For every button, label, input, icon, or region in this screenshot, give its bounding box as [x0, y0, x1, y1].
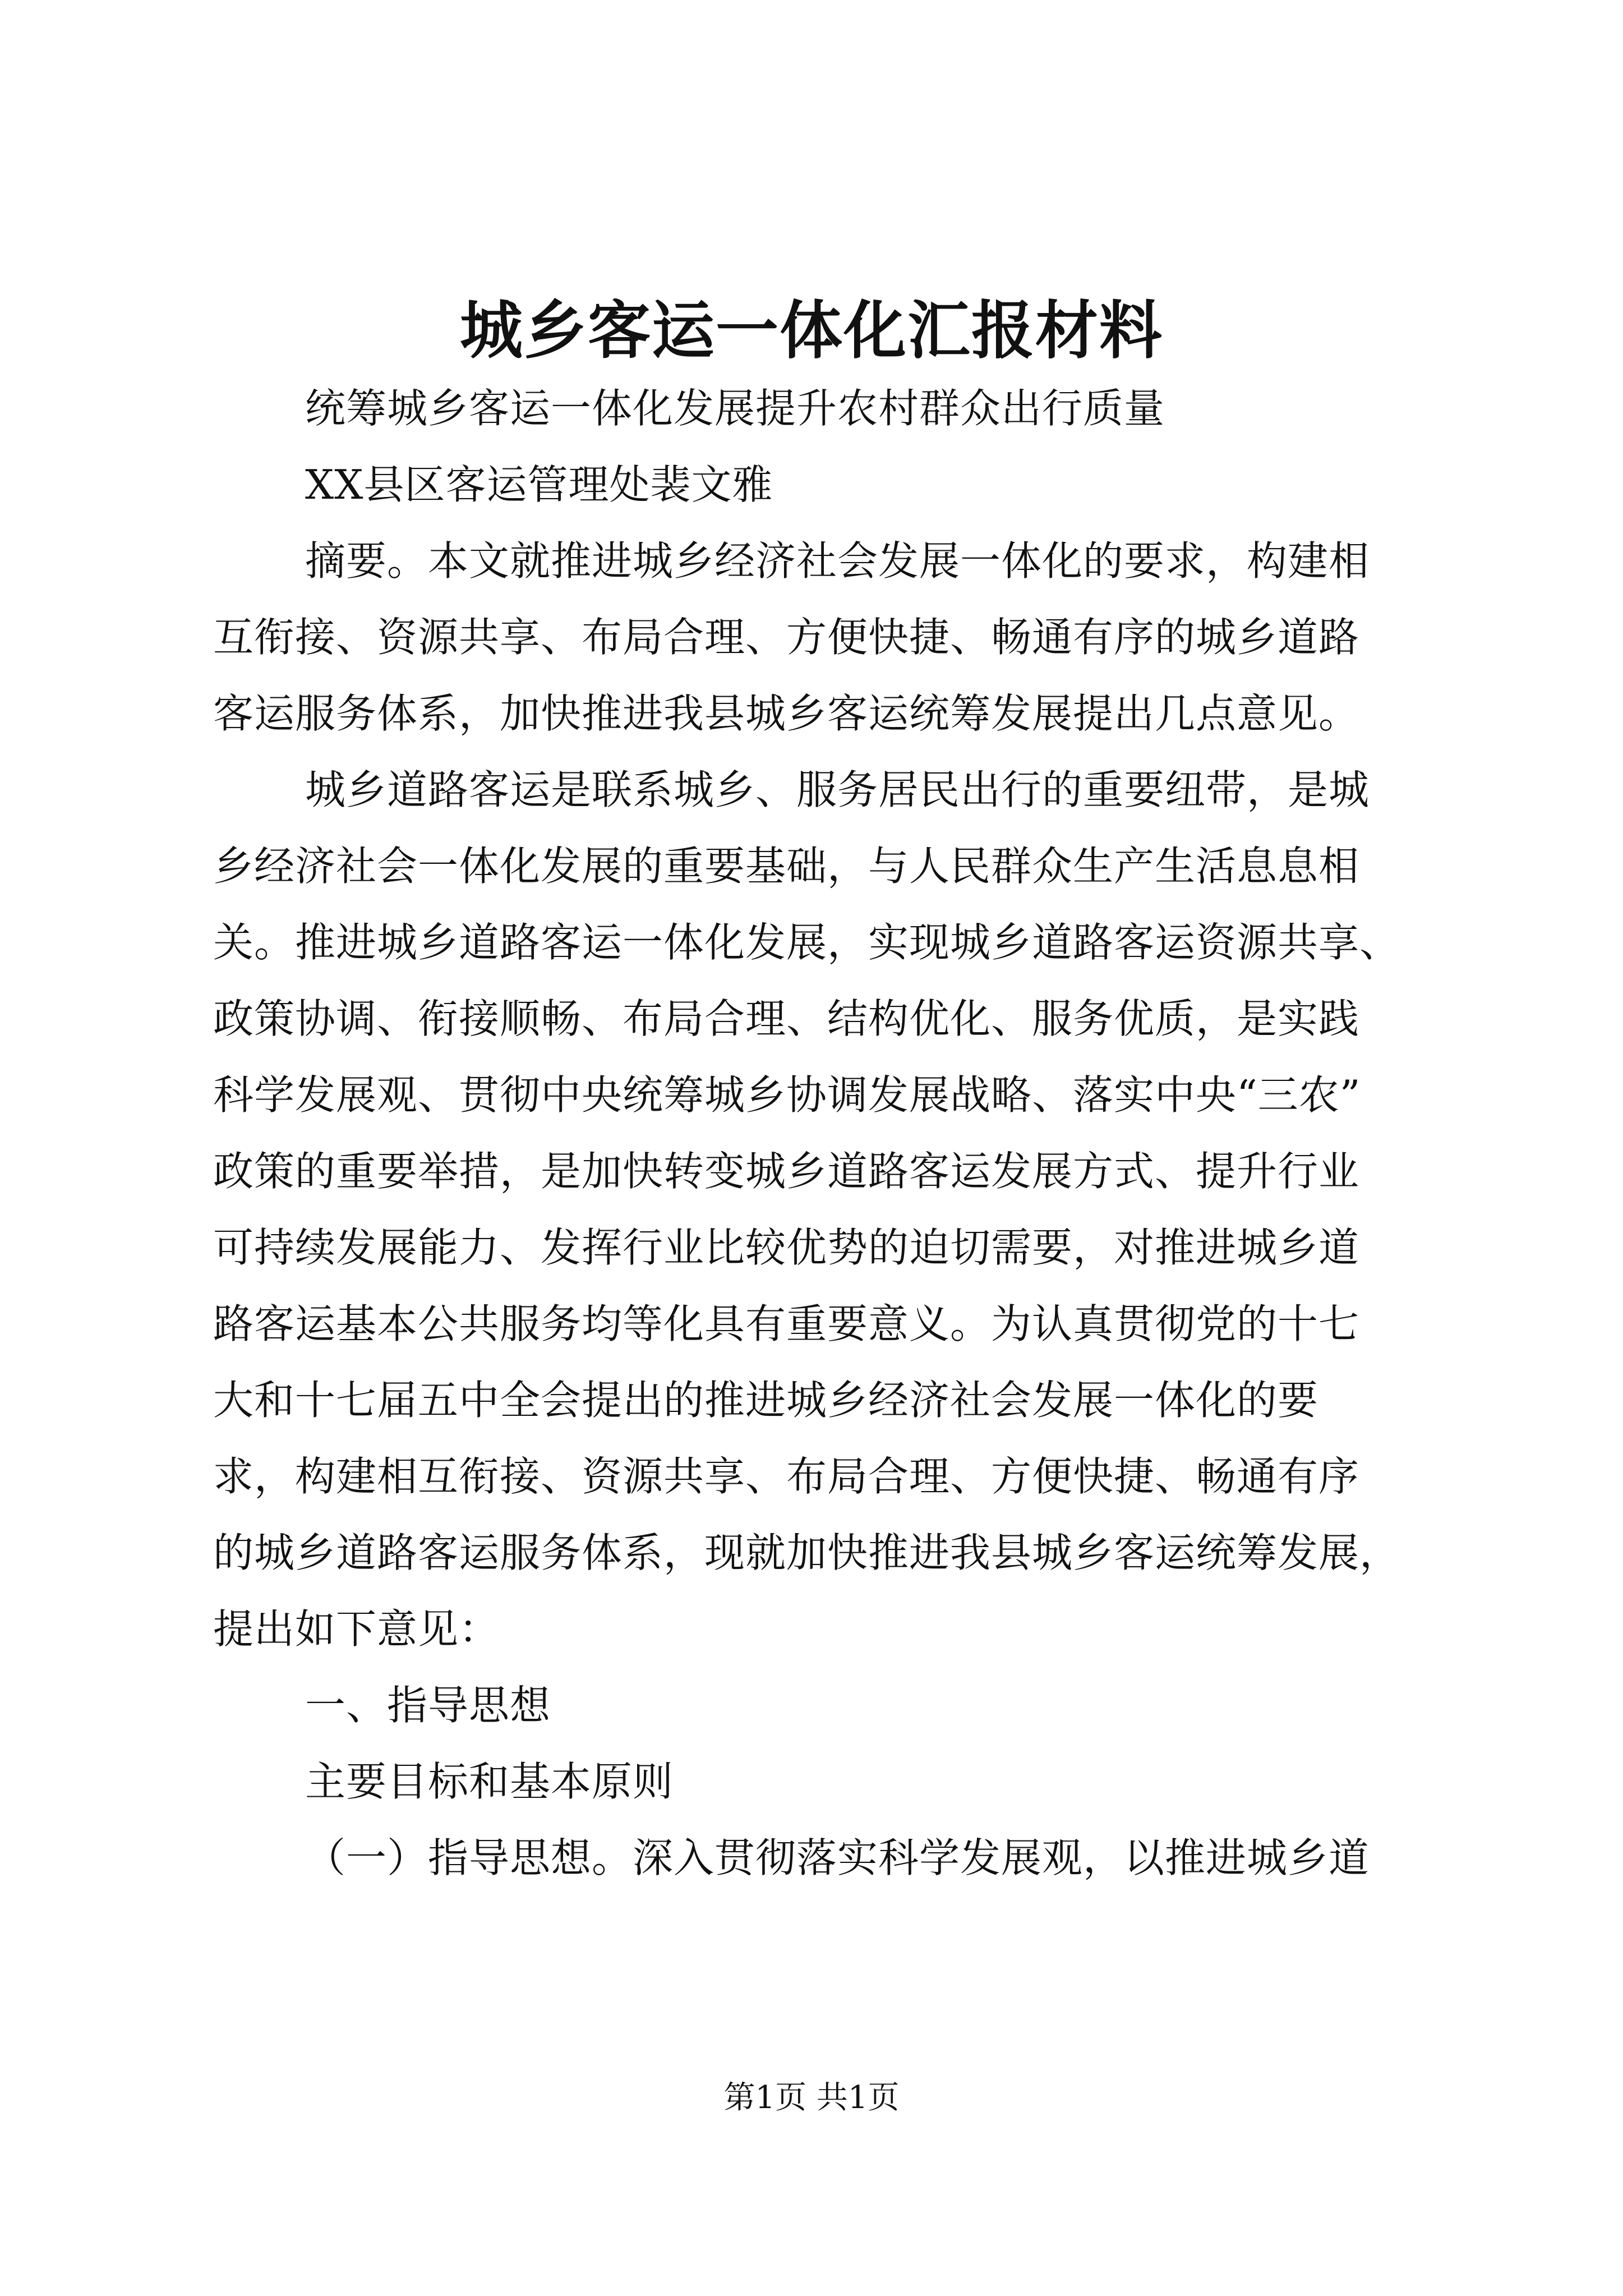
abstract-line-3: 客运服务体系，加快推进我县城乡客运统筹发展提出几点意见。: [213, 690, 1360, 737]
paragraph-line-6: 政策的重要举措，是加快转变城乡道路客运发展方式、提升行业: [213, 1148, 1360, 1195]
paragraph-line-5: 科学发展观、贯彻中央统筹城乡协调发展战略、落实中央“三农”: [213, 1071, 1361, 1119]
page-footer: 第1页 共1页: [723, 2079, 900, 2116]
paragraph-line-3: 关。推进城乡道路客运一体化发展，实现城乡道路客运资源共享、: [213, 919, 1401, 966]
paragraph-line-10: 求，构建相互衔接、资源共享、布局合理、方便快捷、畅通有序: [213, 1453, 1360, 1500]
abstract-line-1: 摘要。本文就推进城乡经济社会发展一体化的要求，构建相: [305, 537, 1370, 585]
document-title: 城乡客运一体化汇报材料: [460, 294, 1163, 367]
paragraph-line-8: 路客运基本公共服务均等化具有重要意义。为认真贯彻党的十七: [213, 1300, 1360, 1347]
section-subheading: 主要目标和基本原则: [305, 1758, 674, 1805]
author-line: XX县区客运管理处裴文雅: [305, 461, 773, 508]
subtitle-line: 统筹城乡客运一体化发展提升农村群众出行质量: [305, 385, 1165, 432]
section-heading: 一、指导思想: [305, 1682, 551, 1729]
paragraph-line-4: 政策协调、衔接顺畅、布局合理、结构优化、服务优质，是实践: [213, 995, 1360, 1042]
paragraph-line-2: 乡经济社会一体化发展的重要基础，与人民群众生产生活息息相: [213, 843, 1360, 890]
abstract-line-2: 互衔接、资源共享、布局合理、方便快捷、畅通有序的城乡道路: [213, 614, 1360, 661]
subsection-line: （一）指导思想。深入贯彻落实科学发展观，以推进城乡道: [305, 1834, 1370, 1881]
paragraph-line-1: 城乡道路客运是联系城乡、服务居民出行的重要纽带，是城: [305, 766, 1370, 813]
paragraph-line-12: 提出如下意见：: [213, 1605, 500, 1653]
paragraph-line-9: 大和十七届五中全会提出的推进城乡经济社会发展一体化的要: [213, 1377, 1319, 1424]
document-body: [213, 370, 1427, 1896]
paragraph-line-7: 可持续发展能力、发挥行业比较优势的迫切需要，对推进城乡道: [213, 1224, 1360, 1271]
paragraph-line-11: 的城乡道路客运服务体系，现就加快推进我县城乡客运统筹发展，: [213, 1529, 1401, 1576]
